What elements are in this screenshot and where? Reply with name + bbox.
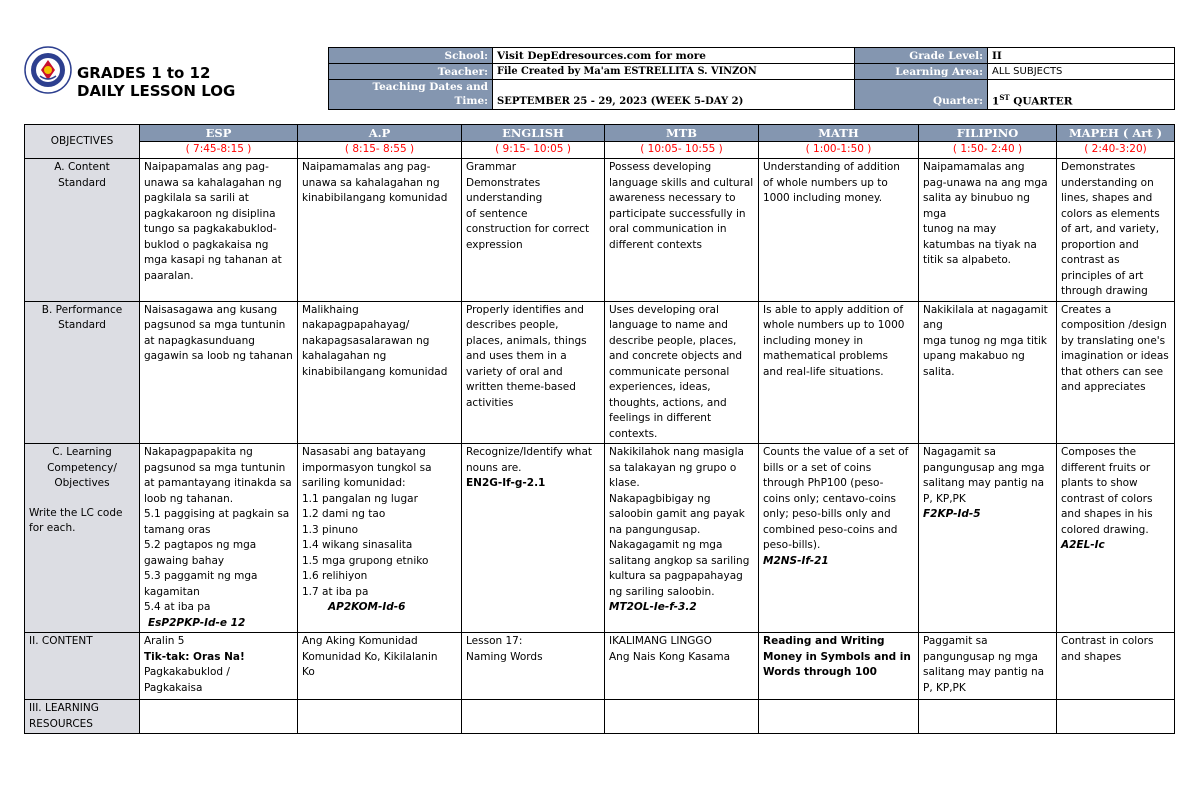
content-esp-line3: Pagkakabuklod / <box>144 666 230 678</box>
competency-ap <box>298 444 462 633</box>
performance-standard-mtb-line: and concrete objects and <box>609 350 743 362</box>
content-standard-mtb-line: Possess developing <box>609 161 712 173</box>
content-ap-line: Komunidad Ko, Kikilalanin <box>302 650 438 663</box>
content-mapeh-line: Contrast in colors <box>1061 635 1154 647</box>
quarter-value <box>988 80 1175 110</box>
competency-mtb-text-line: Nakagagamit ng mga <box>609 539 723 551</box>
performance-standard-mapeh-line: by translating one's <box>1061 334 1166 347</box>
performance-standard-esp-line: at napagkasunduang <box>144 334 255 347</box>
competency-esp <box>140 444 298 633</box>
content-standard-mapeh-line: through drawing <box>1061 285 1148 297</box>
content-standard-label-line1: A. Content <box>54 161 110 173</box>
learning-resources-label-line2: RESOURCES <box>29 717 93 730</box>
content-filipino-line: Paggamit sa <box>923 635 988 647</box>
subject-time-esp: ( 7:45-8:15 ) <box>140 142 298 159</box>
resources-ap <box>298 700 462 734</box>
performance-standard-mapeh-line: that others can see <box>1061 365 1164 378</box>
performance-standard-mtb-line: contexts. <box>609 427 658 440</box>
content-standard-filipino-line: salita ay binubuo ng <box>923 192 1030 204</box>
performance-standard-english <box>462 301 605 444</box>
performance-standard-mapeh <box>1057 301 1175 444</box>
content-filipino-line: salitang may pantig na <box>923 666 1045 678</box>
performance-standard-mapeh-line: imagination or ideas <box>1061 350 1169 362</box>
competency-math <box>759 444 919 633</box>
performance-standard-esp-line: pagsunod sa mga tuntunin <box>144 319 286 331</box>
teaching-dates-label <box>329 80 493 110</box>
content-standard-filipino-line: mga <box>923 207 947 220</box>
objectives-label: OBJECTIVES <box>25 125 140 159</box>
content-standard-esp-line: pagkakaroon ng disiplina <box>144 207 276 220</box>
content-standard-mapeh-line: colors as elements <box>1061 207 1160 220</box>
content-esp <box>140 633 298 700</box>
competency-mtb-text-line: na pangungusap. <box>609 523 701 536</box>
content-english-line: Naming Words <box>466 650 543 663</box>
resources-mapeh <box>1057 700 1175 734</box>
performance-standard-filipino <box>919 301 1057 444</box>
competency-math-text-line: peso-bills). <box>763 539 821 551</box>
competency-mtb-text-line: ng sariling saloobin. <box>609 585 715 598</box>
content-label: II. CONTENT <box>25 633 140 700</box>
performance-standard-mapeh-line: and appreciates <box>1061 381 1146 393</box>
content-math-line: Money in Symbols and in <box>763 650 911 663</box>
competency-ap-text-line: 1.4 wikang sinasalita <box>302 539 413 551</box>
competency-esp-text-line: 5.2 pagtapos ng mga <box>144 539 257 551</box>
performance-standard-mapeh-line: Creates a <box>1061 303 1112 316</box>
competency-math-text-line: through PhP100 (peso- <box>763 477 884 489</box>
competency-mtb-text-line: Nakikilahok nang masigla <box>609 446 744 458</box>
performance-standard-mapeh-line: composition /design <box>1061 319 1167 331</box>
performance-standard-mtb-line: describe people, places, <box>609 334 737 347</box>
performance-standard-mtb <box>605 301 759 444</box>
content-standard-esp-line: unawa sa kahalagahan ng <box>144 176 282 189</box>
competency-esp-text <box>144 445 293 616</box>
content-standard-math-line: Understanding of addition <box>763 161 900 173</box>
content-standard-filipino <box>919 159 1057 302</box>
competency-filipino-text-line: salitang may pantig na <box>923 477 1045 489</box>
content-ap-line: Ko <box>302 666 315 678</box>
content-standard-mapeh-line: understanding on <box>1061 176 1154 189</box>
competency-mapeh-text-line: and shapes in his <box>1061 508 1153 520</box>
competency-filipino-text-line: pangungusap ang mga <box>923 461 1045 474</box>
performance-standard-label-line1: B. Performance <box>41 303 123 316</box>
content-standard-mtb-line: awareness necessary to <box>609 192 736 204</box>
learning-competency-label-line2: Competency/ <box>47 461 117 474</box>
competency-ap-text-line: Nasasabi ang batayang <box>302 446 426 458</box>
competency-ap-text-line: 1.2 dami ng tao <box>302 508 386 520</box>
competency-ap-text-line: sariling komunidad: <box>302 477 406 489</box>
grade-level-label: Grade Level: <box>855 48 988 64</box>
performance-standard-math-line: including money in <box>763 334 864 347</box>
info-table <box>328 47 1175 110</box>
content-math-line: Reading and Writing <box>763 635 885 647</box>
title-line-2: DAILY LESSON LOG <box>77 82 236 100</box>
performance-standard-mtb-line: experiences, ideas, <box>609 381 711 393</box>
performance-standard-mtb-line: Uses developing oral <box>609 303 719 316</box>
performance-standard-filipino-line: mga tunog ng mga titik <box>923 334 1047 347</box>
content-standard-math-line: of whole numbers up to <box>763 176 888 189</box>
competency-esp-text-line: 5.3 paggamit ng mga <box>144 570 258 582</box>
content-standard-ap <box>298 159 462 302</box>
competency-math-text-line: Counts the value of a set of <box>763 446 909 458</box>
resources-esp <box>140 700 298 734</box>
content-standard-english-line: Grammar <box>466 161 517 173</box>
performance-standard-ap-line: nakapagpapahayag/ <box>302 319 410 331</box>
content-standard-english-line: understanding <box>466 192 543 204</box>
learning-area-label: Learning Area: <box>855 64 988 80</box>
deped-seal-logo <box>24 46 72 94</box>
quarter-suffix: ST <box>999 92 1010 102</box>
content-standard-english-line: construction for correct <box>466 223 590 235</box>
performance-standard-ap-line: nakapagsasalarawan ng <box>302 334 430 347</box>
competency-ap-text-line: 1.3 pinuno <box>302 523 359 536</box>
performance-standard-esp <box>140 301 298 444</box>
performance-standard-math-line: mathematical problems <box>763 350 888 362</box>
performance-standard-math <box>759 301 919 444</box>
content-standard-esp-line: paaralan. <box>144 269 194 282</box>
content-mapeh-line: and shapes <box>1061 650 1122 663</box>
content-standard-esp-line: tungo sa pagkakabuklod- <box>144 223 277 235</box>
performance-standard-english-line: describes people, <box>466 319 559 331</box>
content-standard-mtb-line: different contexts <box>609 238 702 251</box>
subject-time-filipino: ( 1:50- 2:40 ) <box>919 142 1057 159</box>
school-label: School: <box>329 48 493 64</box>
performance-standard-filipino-line: Nakikilala at nagagamit <box>923 303 1048 316</box>
content-standard-ap-line: kinabibilangang komunidad <box>302 192 448 204</box>
competency-english-text-line: nouns are. <box>466 461 522 474</box>
competency-esp-text-line: at pamantayang itinakda sa <box>144 477 292 489</box>
content-standard-ap-line: unawa sa kahalagahan ng <box>302 176 440 189</box>
lesson-log-table <box>24 124 1175 734</box>
competency-mtb-text-line: Nakapagbibigay ng <box>609 492 711 505</box>
content-standard-mapeh-line: lines, shapes and <box>1061 192 1153 204</box>
competency-mapeh-text-line: colored drawing. <box>1061 523 1149 536</box>
competency-ap-text-line: 1.6 relihiyon <box>302 570 368 582</box>
subject-time-english: ( 9:15- 10:05 ) <box>462 142 605 159</box>
competency-esp-text-line: loob ng tahanan. <box>144 492 234 505</box>
competency-mapeh <box>1057 444 1175 633</box>
competency-english-text <box>466 445 600 476</box>
performance-standard-math-line: Is able to apply addition of <box>763 303 904 316</box>
competency-filipino-text <box>923 445 1052 507</box>
performance-standard-math-line: and real-life situations. <box>763 365 884 378</box>
competency-mtb-text-line: saloobin gamit ang payak <box>609 508 745 520</box>
resources-math <box>759 700 919 734</box>
content-mtb-line: Ang Nais Kong Kasama <box>609 650 731 663</box>
competency-esp-text-line: 5.4 at iba pa <box>144 601 211 613</box>
learning-competency-label <box>25 444 140 633</box>
teaching-dates-label-line2: Time: <box>454 95 488 107</box>
competency-mapeh-code: A2EL-Ic <box>1061 539 1105 551</box>
competency-mapeh-text <box>1061 445 1170 538</box>
content-standard-mtb <box>605 159 759 302</box>
quarter-text: QUARTER <box>1009 95 1073 107</box>
performance-standard-english-line: places, animals, things <box>466 334 587 347</box>
competency-mtb-code: MT2OL-Ie-f-3.2 <box>609 601 697 613</box>
subject-header-mtb: MTB <box>605 125 759 142</box>
content-ap <box>298 633 462 700</box>
subject-time-ap: ( 8:15- 8:55 ) <box>298 142 462 159</box>
competency-mtb-text-line: sa talakayan ng grupo o <box>609 461 737 474</box>
content-standard-filipino-line: pag-unawa na ang mga <box>923 176 1048 189</box>
competency-ap-text <box>302 445 457 600</box>
competency-esp-text-line: Nakapagpapakita ng <box>144 446 253 458</box>
performance-standard-ap <box>298 301 462 444</box>
content-standard-esp-line: Naipapamalas ang pag- <box>144 161 269 173</box>
lc-code-instruction-line2: for each. <box>29 522 76 534</box>
performance-standard-esp-line: gagawin sa loob ng tahanan <box>144 350 293 362</box>
competency-math-text-line: bills or a set of coins <box>763 461 872 474</box>
grade-level-value: II <box>988 48 1175 64</box>
performance-standard-filipino-line: upang makabuo ng <box>923 350 1025 362</box>
content-mapeh <box>1057 633 1175 700</box>
competency-filipino <box>919 444 1057 633</box>
content-standard-english-line: Demonstrates <box>466 176 541 189</box>
quarter-number: 1 <box>992 95 1000 107</box>
content-standard-esp-line: mga kasapi ng tahanan at <box>144 254 282 266</box>
competency-esp-text-line: gawaing bahay <box>144 554 225 567</box>
content-standard-english-line: expression <box>466 238 523 251</box>
performance-standard-ap-line: kahalagahan ng <box>302 350 387 362</box>
subject-header-ap: A.P <box>298 125 462 142</box>
competency-math-text-line: only; peso-bills only and <box>763 508 891 520</box>
competency-mtb-text-line: salitang angkop sa sariling <box>609 554 750 567</box>
performance-standard-ap-line: kinabibilangang komunidad <box>302 365 448 378</box>
content-standard-mapeh-line: of art, and variety, <box>1061 223 1160 235</box>
content-standard-english-line: of sentence <box>466 207 528 220</box>
content-standard-mtb-line: language skills and cultural <box>609 176 754 189</box>
performance-standard-mtb-line: thoughts, actions, and <box>609 396 727 409</box>
content-standard-mapeh-line: contrast as <box>1061 254 1120 266</box>
content-esp-line4: Pagkakaisa <box>144 681 203 694</box>
competency-mapeh-text-line: contrast of colors <box>1061 492 1153 505</box>
subject-header-math: MATH <box>759 125 919 142</box>
performance-standard-filipino-line: ang <box>923 319 943 331</box>
content-standard-mapeh-line: proportion and <box>1061 238 1139 251</box>
competency-english-text-line: Recognize/Identify what <box>466 446 592 458</box>
content-standard-filipino-line: tunog na may <box>923 223 997 235</box>
content-standard-english <box>462 159 605 302</box>
subject-time-math: ( 1:00-1:50 ) <box>759 142 919 159</box>
subject-header-mapeh: MAPEH ( Art ) <box>1057 125 1175 142</box>
content-math-line: Words through 100 <box>763 666 877 678</box>
performance-standard-english-line: written theme-based <box>466 381 576 393</box>
content-filipino-line: pangungusap ng mga <box>923 650 1038 663</box>
competency-math-code: M2NS-If-21 <box>763 554 829 567</box>
content-mtb <box>605 633 759 700</box>
competency-math-text-line: combined peso-coins and <box>763 523 898 536</box>
performance-standard-ap-line: Malikhaing <box>302 303 359 316</box>
teacher-label: Teacher: <box>329 64 493 80</box>
performance-standard-math-line: whole numbers up to 1000 <box>763 319 905 331</box>
teacher-value: File Created by Ma'am ESTRELLITA S. VINZON <box>493 64 855 80</box>
performance-standard-label <box>25 301 140 444</box>
title-line-1: GRADES 1 to 12 <box>77 64 211 82</box>
competency-filipino-code: F2KP-Id-5 <box>923 508 981 520</box>
competency-math-text-line: coins only; centavo-coins <box>763 492 896 505</box>
performance-standard-label-line2: Standard <box>58 319 106 331</box>
content-filipino <box>919 633 1057 700</box>
content-standard-math <box>759 159 919 302</box>
performance-standard-esp-line: Naisasagawa ang kusang <box>144 303 278 316</box>
performance-standard-mtb-line: communicate personal <box>609 365 730 378</box>
lc-code-instruction-line1: Write the LC code <box>29 506 123 519</box>
competency-esp-text-line: pagsunod sa mga tuntunin <box>144 461 286 474</box>
content-standard-mtb-line: oral communication in <box>609 223 727 235</box>
learning-area-value: ALL SUBJECTS <box>988 64 1175 80</box>
performance-standard-mtb-line: feelings in different <box>609 412 712 424</box>
school-value: Visit DepEdresources.com for more <box>493 48 855 64</box>
competency-filipino-text-line: P, KP,PK <box>923 492 966 505</box>
competency-esp-text-line: 5.1 paggising at pagkain sa <box>144 508 290 520</box>
content-esp-line1: Aralin 5 <box>144 635 185 647</box>
competency-esp-text-line: tamang oras <box>144 523 211 536</box>
learning-resources-label <box>25 700 140 734</box>
performance-standard-mtb-line: language to name and <box>609 319 728 331</box>
subject-header-english: ENGLISH <box>462 125 605 142</box>
content-standard-label <box>25 159 140 302</box>
learning-resources-label-line1: III. LEARNING <box>29 702 99 714</box>
competency-ap-text-line: impormasyon tungkol sa <box>302 461 432 474</box>
content-standard-mapeh <box>1057 159 1175 302</box>
subject-header-esp: ESP <box>140 125 298 142</box>
resources-filipino <box>919 700 1057 734</box>
content-standard-ap-line: Naipamamalas ang pag- <box>302 161 431 173</box>
competency-ap-text-line: 1.7 at iba pa <box>302 585 369 598</box>
content-esp-line2: Tik-tak: Oras Na! <box>144 650 245 663</box>
teaching-dates-label-line1: Teaching Dates and <box>372 81 488 93</box>
competency-ap-code: AP2KOM-Id-6 <box>328 601 406 613</box>
competency-mapeh-text-line: plants to show <box>1061 477 1138 489</box>
content-filipino-line: P, KP,PK <box>923 681 966 694</box>
content-standard-mapeh-line: principles of art <box>1061 269 1144 282</box>
competency-math-text <box>763 445 914 554</box>
content-math <box>759 633 919 700</box>
learning-competency-label-line1: C. Learning <box>52 446 112 458</box>
learning-competency-label-line3: Objectives <box>54 477 110 489</box>
quarter-label: Quarter: <box>855 80 988 110</box>
competency-mtb <box>605 444 759 633</box>
content-english-line: Lesson 17: <box>466 635 523 647</box>
teaching-dates-value: SEPTEMBER 25 - 29, 2023 (WEEK 5-DAY 2) <box>493 80 855 110</box>
content-standard-math-line: 1000 including money. <box>763 192 883 204</box>
competency-mtb-text-line: kultura sa pagpapahayag <box>609 570 743 582</box>
performance-standard-english-line: and uses them in a <box>466 350 567 362</box>
content-standard-esp-line: buklod o pagkakaisa ng <box>144 238 269 251</box>
content-standard-mtb-line: participate successfully in <box>609 207 746 220</box>
subject-header-filipino: FILIPINO <box>919 125 1057 142</box>
competency-mapeh-text-line: different fruits or <box>1061 461 1151 474</box>
competency-esp-text-line: kagamitan <box>144 585 200 598</box>
content-standard-mapeh-line: Demonstrates <box>1061 161 1136 173</box>
competency-mtb-text <box>609 445 754 600</box>
competency-ap-text-line: 1.5 mga grupong etniko <box>302 554 429 567</box>
competency-mapeh-text-line: Composes the <box>1061 446 1137 458</box>
competency-ap-text-line: 1.1 pangalan ng lugar <box>302 492 418 505</box>
subject-time-mapeh: ( 2:40-3:20) <box>1057 142 1175 159</box>
performance-standard-english-line: Properly identifies and <box>466 303 584 316</box>
content-english <box>462 633 605 700</box>
resources-english <box>462 700 605 734</box>
competency-filipino-text-line: Nagagamit sa <box>923 446 996 458</box>
performance-standard-english-line: activities <box>466 396 514 409</box>
performance-standard-filipino-line: salita. <box>923 365 955 378</box>
performance-standard-english-line: variety of oral and <box>466 365 563 378</box>
content-standard-filipino-line: Naipamamalas ang <box>923 161 1025 173</box>
content-standard-filipino-line: katumbas na tiyak na <box>923 238 1037 251</box>
content-standard-label-line2: Standard <box>58 176 106 189</box>
competency-english <box>462 444 605 633</box>
content-standard-filipino-line: titik sa alpabeto. <box>923 254 1011 266</box>
content-standard-esp-line: pagkilala sa sarili at <box>144 192 249 204</box>
subject-time-mtb: ( 10:05- 10:55 ) <box>605 142 759 159</box>
competency-mtb-text-line: klase. <box>609 477 640 489</box>
page-title <box>77 64 235 100</box>
resources-mtb <box>605 700 759 734</box>
competency-esp-code: EsP2PKP-Id-e 12 <box>148 616 246 629</box>
content-mtb-line: IKALIMANG LINGGO <box>609 635 712 647</box>
competency-english-code: EN2G-If-g-2.1 <box>466 477 546 489</box>
content-standard-esp <box>140 159 298 302</box>
content-ap-line: Ang Aking Komunidad <box>302 635 418 647</box>
